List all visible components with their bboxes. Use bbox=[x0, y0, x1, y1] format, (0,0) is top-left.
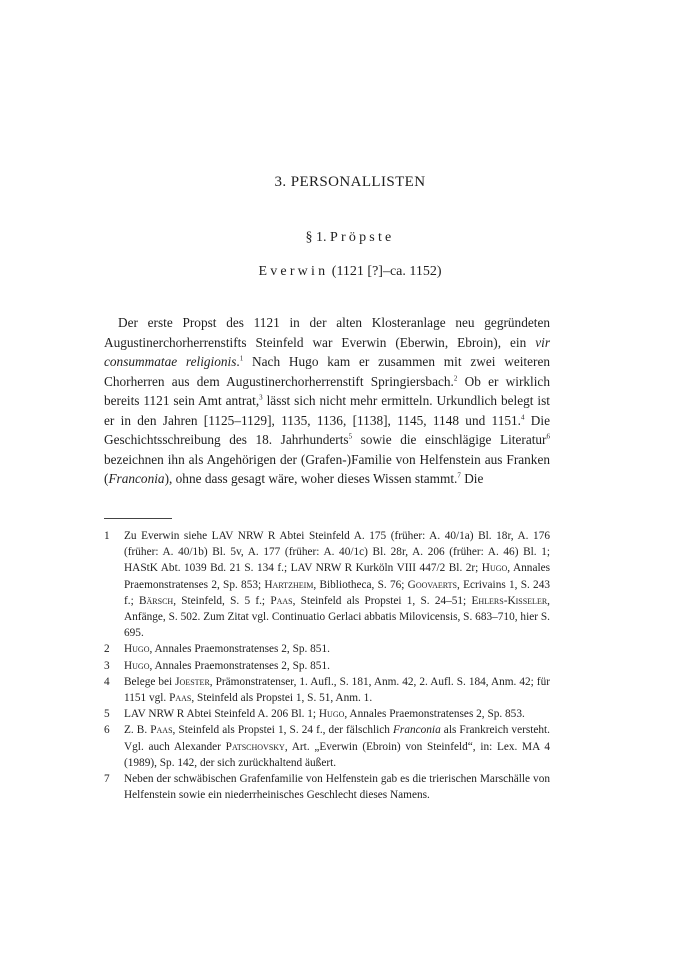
author-name: Hugo bbox=[318, 708, 345, 721]
author-name: Hugo bbox=[124, 643, 150, 656]
footnote-text: , Steinfeld als Propstei 1, S. 24–51; bbox=[292, 594, 472, 607]
footnote-ref-2[interactable]: 2 bbox=[453, 374, 458, 383]
footnote-text: , Art. „Everwin (Ebroin) von Steinfeld“, in: Lex. MA 4 (1989), Sp. 142, der sich zurückhaltend äußert. bbox=[124, 740, 550, 769]
footnote-text: , Prämonstratenser, 1. Aufl., S. 181, Anm. 42, 2. Aufl. S. 184, Anm. 42; für 1151 vgl. bbox=[124, 675, 550, 705]
footnote-text: , Annales Praemonstratenses 2, Sp. 853; bbox=[124, 562, 551, 591]
footnote-number: 6 bbox=[104, 724, 110, 737]
footnote-5 bbox=[104, 706, 550, 722]
author-name: Hartzheim bbox=[264, 578, 314, 591]
author-name: Joester bbox=[175, 675, 210, 688]
footnote-ref-7[interactable]: 7 bbox=[457, 471, 461, 480]
author-name: Bärsch bbox=[138, 594, 174, 607]
author-name: Goovaerts bbox=[407, 578, 457, 591]
footnote-text: , Anfänge, S. 502. Zum Zitat vgl. Continuatio Gerlaci abbatis Milovicensis, S. 683–710, hier S. 695. bbox=[124, 594, 550, 640]
footnote-text: Z. B. bbox=[124, 724, 151, 737]
body-text-run: Ob er wirklich bereits 1121 sein Amt antrat, bbox=[104, 373, 550, 409]
entry-name: Everwin bbox=[258, 264, 329, 279]
footnote-text: Belege bei bbox=[124, 675, 176, 688]
footnote-ref-6[interactable]: 6 bbox=[546, 432, 550, 441]
footnote-ref-1[interactable]: 1 bbox=[239, 354, 244, 363]
footnote-text: , Annales Praemonstratenses 2, Sp. 853. bbox=[344, 708, 525, 721]
section-heading bbox=[0, 230, 700, 246]
footnotes bbox=[104, 528, 550, 803]
footnote-number: 5 bbox=[104, 708, 110, 721]
author-name: Ehlers-Kisseler bbox=[471, 594, 548, 607]
section-title: Pröpste bbox=[330, 230, 395, 245]
footnote-text: , Annales Praemonstratenses 2, Sp. 851. bbox=[149, 659, 330, 672]
footnote-text: Neben der schwäbischen Grafenfamilie von Helfenstein gab es die trierischen Marschälle von Helfenstein sowie ein niederrheinisches Geschlecht dieses Namens. bbox=[124, 773, 550, 802]
footnote-2 bbox=[104, 641, 550, 657]
entry-heading bbox=[0, 264, 700, 280]
footnote-number: 3 bbox=[104, 659, 110, 672]
footnote-number: 1 bbox=[104, 530, 110, 542]
footnote-ref-5[interactable]: 5 bbox=[348, 432, 353, 441]
footnote-divider bbox=[104, 518, 172, 519]
footnote-italic: Franconia bbox=[393, 724, 441, 737]
entry-dates: (1121 [?]–ca. 1152) bbox=[331, 264, 442, 279]
footnote-number: 7 bbox=[104, 773, 110, 786]
body-text-run: Der erste Propst des 1121 in der alten Klosteranlage neu gegründeten Augustinerchorherrenstifts Steinfeld war Everwin (Eberwin, Ebroin), ein bbox=[104, 315, 550, 350]
footnote-text: , Ecrivains 1, S. 243 f.; bbox=[124, 578, 551, 607]
footnote-ref-3[interactable]: 3 bbox=[259, 393, 263, 402]
footnote-text: als Frankreich versteht. Vgl. auch Alexander bbox=[124, 724, 551, 753]
author-name: Hugo bbox=[124, 659, 150, 672]
footnote-text: LAV NRW R Abtei Steinfeld A. 206 Bl. 1; bbox=[124, 708, 319, 721]
body-text-run: bezeichnen ihn als Angehörigen der (Grafen-)Familie von Helfenstein aus Franken ( bbox=[104, 451, 550, 487]
footnote-3 bbox=[104, 658, 550, 674]
author-name: Paas bbox=[150, 724, 173, 737]
body-text-run: sowie die einschlägige Literatur bbox=[352, 432, 547, 448]
footnote-text: , Steinfeld als Propstei 1, S. 24 f., der fälschlich bbox=[172, 724, 394, 737]
footnote-text: , Annales Praemonstratenses 2, Sp. 851. bbox=[149, 643, 330, 656]
body-text-run: . bbox=[236, 354, 240, 370]
author-name: Paas bbox=[169, 692, 192, 705]
section-mark: § 1. bbox=[305, 230, 327, 245]
body-text-run: Nach Hugo kam er zusammen mit zwei weiteren Chorherren aus dem Augustinerchorherrenstift Springiersbach. bbox=[104, 354, 550, 389]
body-italic: Franconia bbox=[108, 471, 165, 487]
footnote-7 bbox=[104, 771, 550, 803]
footnote-text: , Steinfeld als Propstei 1, S. 51, Anm. 1. bbox=[191, 692, 373, 705]
footnote-text: , Steinfeld, S. 5 f.; bbox=[173, 594, 271, 607]
footnote-6 bbox=[104, 722, 550, 771]
footnote-ref-4[interactable]: 4 bbox=[520, 413, 525, 422]
body-text-run: Die Geschichtsschreibung des 18. Jahrhunderts bbox=[104, 412, 550, 448]
author-name: Hugo bbox=[481, 562, 508, 575]
footnote-number: 2 bbox=[104, 643, 110, 656]
body-italic: vir consummatae religionis bbox=[104, 334, 550, 370]
footnote-1 bbox=[104, 528, 550, 641]
footnote-text: , Bibliotheca, S. 76; bbox=[313, 578, 408, 591]
chapter-title: 3. PERSONALLISTEN bbox=[274, 174, 426, 190]
footnote-number: 4 bbox=[104, 675, 110, 688]
author-name: Patschovsky bbox=[225, 740, 285, 753]
body-text-run: ), ohne dass gesagt wäre, woher dieses Wissen stammt. bbox=[164, 471, 458, 487]
body-paragraph bbox=[104, 313, 550, 489]
body-text-run: lässt sich nicht mehr ermitteln. Urkundlich belegt ist er in den Jahren [1125–1129], 1135, 1136, [1138], 1145, 1148 und 1151. bbox=[104, 393, 550, 428]
author-name: Paas bbox=[270, 594, 293, 607]
footnote-text: Zu Everwin siehe LAV NRW R Abtei Steinfeld A. 175 (früher: A. 40/1a) Bl. 18r, A. 176 (früher: A. 40/1b) Bl. 5v, A. 177 (früher: A. 40/1c) Bl. 28r, A. 206 (früher: A. 46) Bl. 1; HAStK Abt. 1039 Bd. 21 S. 134 f.; LAV NRW R Kurköln VIII 447/2 Bl. 2r; bbox=[124, 530, 550, 575]
body-text-run: Die bbox=[460, 471, 484, 487]
footnote-4 bbox=[104, 674, 550, 706]
